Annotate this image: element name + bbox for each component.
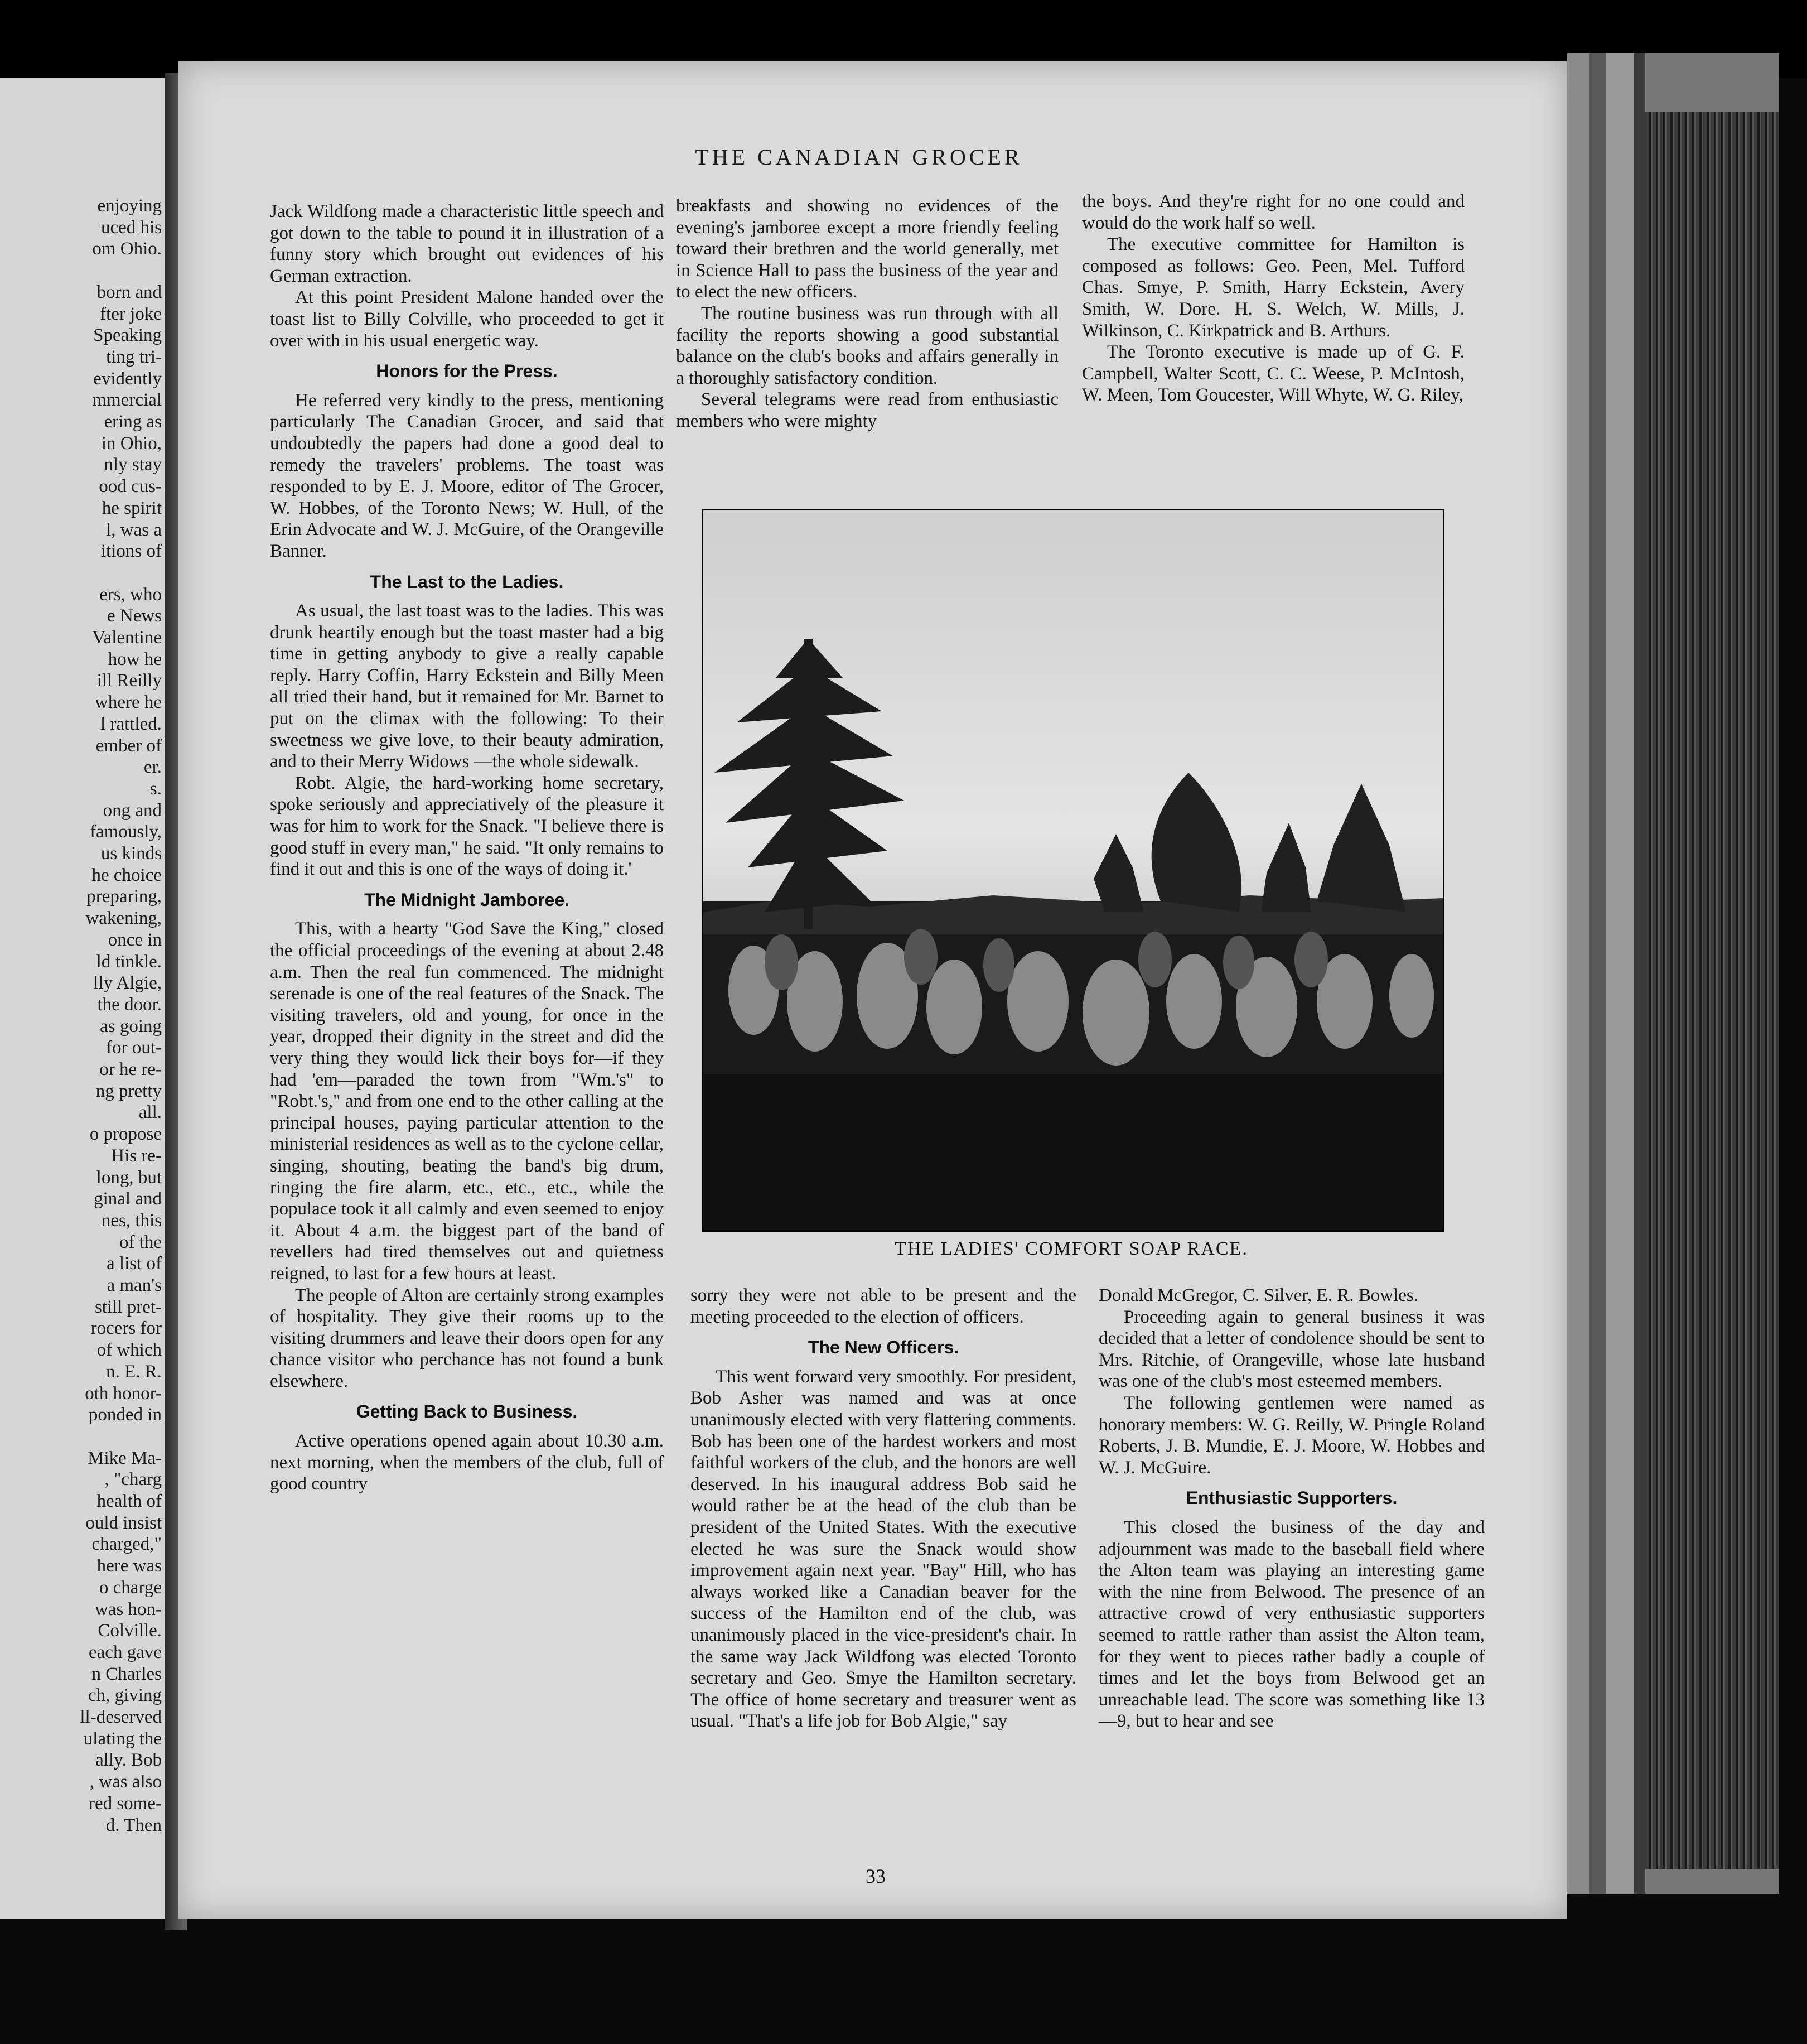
paragraph: This went forward very smoothly. For president, Bob Asher was named and was at once unanimously elected with very flattering comments. Bob has been one of the hardest workers and most faithful workers of the club, and the honors are well deserved. In his inaugural address Bob said he would rather be at the head of the club than be president of the United States. With the executive elected he was sure the Snack would show improvement again next year. "Bay" Hill, who has always worked like a Canadian beaver for the success of the Hamilton end of the club, was unanimously placed in the vice-president's chair. In the same way Jack Wildfong was elected Toronto secretary and Geo. Smye the Hamilton secretary. The office of home secretary and treasurer went as usual. "That's a life job for Bob Algie," say xyxy=(690,1366,1076,1732)
left-page-line: the door. xyxy=(97,994,162,1015)
left-page-line: he spirit xyxy=(102,498,162,518)
left-page-line: Colville. xyxy=(98,1621,162,1641)
section-heading: The Midnight Jamboree. xyxy=(364,889,570,910)
left-page-line: he choice xyxy=(91,865,162,885)
left-page-line: here was xyxy=(96,1556,162,1577)
left-page-line: s. xyxy=(149,778,162,799)
section-heading: The New Officers. xyxy=(808,1337,959,1358)
left-page-line: still pret- xyxy=(94,1296,162,1317)
left-page-line: all. xyxy=(138,1102,162,1123)
left-page-line: n. E. R. xyxy=(106,1361,162,1382)
left-page-line: red some- xyxy=(88,1793,162,1814)
left-page-line: wakening, xyxy=(85,908,162,929)
paragraph: Donald McGregor, C. Silver, E. R. Bowles. xyxy=(1099,1285,1418,1305)
left-page-line: once in xyxy=(108,929,162,950)
left-page-line: ood cus- xyxy=(99,476,162,497)
book-fore-edge xyxy=(1645,112,1779,1869)
left-page-line: ould insist xyxy=(85,1512,162,1533)
paragraph: The following gentlemen were named as honorary members: W. G. Reilly, W. Pringle Roland Roberts, J. B. Mundie, E. J. Moore, W. Hobbes and W. J. McGuire. xyxy=(1099,1392,1485,1478)
paragraph: This closed the business of the day and adjournment was made to the baseball field where the Alton team was playing an interesting game with the nine from Belwood. The presence of an attractive crowd of very enthusiastic supporters seemed to rattle rather than assist the Alton team, for they went to pieces rather badly a couple of times and let the boys from Belwood get an unreachable lead. The score was something like 13—9, but to hear and see xyxy=(1099,1517,1485,1732)
left-page-line: ulating the xyxy=(83,1728,162,1749)
left-page-line: famously, xyxy=(90,822,162,842)
paragraph: He referred very kindly to the press, mentioning particularly The Canadian Grocer, and said that undoubtedly the papers had done a good deal to remedy the travelers' problems. The toast was responded to by E. J. Moore, editor of The Grocer, W. Hobbes, of the Toronto News; W. Hull, of the Erin Advocate and W. J. McGuire, of the Orangeville Banner. xyxy=(270,390,664,561)
left-page-line: Mike Ma- xyxy=(88,1448,162,1468)
left-page-line: uced his xyxy=(100,217,162,238)
left-page-line: His re- xyxy=(111,1145,162,1166)
left-page-line: each gave xyxy=(89,1642,162,1662)
column-3-top xyxy=(1082,191,1465,406)
left-page-line: l, was a xyxy=(106,519,162,540)
paragraph: The executive committee for Hamilton is composed as follows: Geo. Peen, Mel. Tufford Chas. Smye, P. Smith, Harry Eckstein, Avery Smith, W. Dore. H. S. Welch, W. Mills, J. Wilkinson, C. Kirkpatrick and B. Arthurs. xyxy=(1082,234,1465,341)
column-2-bottom xyxy=(690,1285,1076,1732)
left-page-line: ering as xyxy=(104,412,162,432)
left-page-line: n Charles xyxy=(91,1664,162,1684)
left-page-line: lly Algie, xyxy=(93,973,162,994)
left-page-line: as going xyxy=(100,1016,162,1037)
left-page-line: ch, giving xyxy=(88,1685,162,1706)
paragraph: the boys. And they're right for no one could and would do the work half so well. xyxy=(1082,191,1465,233)
paragraph: Active operations opened again about 10.30 a.m. next morning, when the members of the club, full of good country xyxy=(270,1431,664,1495)
left-page-line: Speaking xyxy=(93,325,162,346)
left-page-line: nes, this xyxy=(101,1210,162,1231)
left-page-line: us kinds xyxy=(100,843,162,864)
left-page-line: itions of xyxy=(100,541,162,562)
left-page-line: ting tri- xyxy=(106,346,162,367)
paragraph: Robt. Algie, the hard-working home secretary, spoke seriously and appreciatively of the pleasure it was for him to work for the Snack. "I believe there is good stuff in every man," he said. "It only remains to find it out and this is one of the ways of doing it.' xyxy=(270,773,664,880)
section-heading: Enthusiastic Supporters. xyxy=(1186,1488,1398,1508)
left-page-line: mmercial xyxy=(92,390,162,411)
left-page-line: ll-deserved xyxy=(80,1707,162,1727)
left-page-line: ers, who xyxy=(99,584,162,605)
page-number: 33 xyxy=(866,1865,886,1887)
column-2-top xyxy=(676,195,1059,432)
section-heading: The Last to the Ladies. xyxy=(370,571,564,592)
left-page-line: er. xyxy=(143,757,162,778)
paragraph: This, with a hearty "God Save the King," closed the official proceedings of the evening at about 2.48 a.m. Then the real fun commenced. The midnight serenade is one of the real features of the Snack. The visiting travelers, old and young, for once in the year, dropped their dignity in the street and did the very thing they would lick their boys for—if they had 'em—paraded the town from "Wm.'s" to "Robt.'s," and from one end to the other calling at the principal houses, paying particular attention to the ministerial residences as well as to the cyclone cellar, singing, shouting, beating the band's big drum, ringing the fire alarm, etc., etc., etc., while the populace took it all calmly and even seemed to enjoy it. About 4 a.m. the biggest part of the band of revellers had tired themselves out and quietness reigned, to last for a few hours at least. xyxy=(270,919,664,1284)
paragraph: Several telegrams were read from enthusiastic members who were mighty xyxy=(676,389,1059,431)
left-page-line: ginal and xyxy=(94,1189,162,1209)
left-page-line: ponded in xyxy=(88,1405,162,1425)
paragraph: The Toronto executive is made up of G. F. Campbell, Walter Scott, C. C. Weese, P. McIntosh, W. Meen, Tom Goucester, Will Whyte, W. G. Riley, xyxy=(1082,342,1465,406)
photo-trees-and-crowd xyxy=(703,510,1443,1230)
photo-caption: THE LADIES' COMFORT SOAP RACE. xyxy=(895,1238,1248,1259)
left-page-fragment xyxy=(0,78,165,1919)
left-page-line: was hon- xyxy=(94,1599,162,1619)
left-page-line: om Ohio. xyxy=(92,239,162,259)
left-page-line: preparing, xyxy=(86,886,162,907)
left-page-line: of which xyxy=(96,1340,162,1361)
section-heading: Getting Back to Business. xyxy=(356,1401,578,1422)
column-1 xyxy=(270,201,664,1495)
left-page-line: nly stay xyxy=(104,455,162,475)
paragraph: Proceeding again to general business it was decided that a letter of condolence should be sent to Mrs. Ritchie, of Orangeville, whose late husband was one of the club's most esteemed members. xyxy=(1099,1307,1485,1392)
column-3-bottom xyxy=(1099,1285,1485,1732)
left-page-line: born and xyxy=(96,282,162,302)
halftone-photograph xyxy=(702,509,1444,1232)
left-page-line: rocers for xyxy=(90,1318,162,1339)
left-page-line: where he xyxy=(94,692,162,713)
left-page-line: long, but xyxy=(96,1167,162,1188)
left-page-line: l rattled. xyxy=(100,714,162,734)
section-heading: Honors for the Press. xyxy=(376,361,558,382)
left-page-line: a man's xyxy=(107,1275,162,1295)
left-page-line: health of xyxy=(96,1491,162,1511)
left-page-line: in Ohio, xyxy=(101,433,162,454)
left-page-line: , was also xyxy=(89,1772,162,1792)
paragraph: The routine business was run through with all facility the reports showing a good substantial balance on the club's books and affairs generally in a thoroughly satisfactory condition. xyxy=(676,303,1059,388)
left-page-line: ally. Bob xyxy=(95,1750,162,1771)
paragraph: sorry they were not able to be present and the meeting proceeded to the election of officers. xyxy=(690,1285,1076,1327)
left-page-line: ld tinkle. xyxy=(96,951,162,972)
left-page-line: charged," xyxy=(91,1534,162,1555)
left-page-line: ill Reilly xyxy=(96,671,162,691)
left-page-line: a list of xyxy=(107,1254,162,1274)
left-page-line: ong and xyxy=(103,800,162,821)
running-head: THE CANADIAN GROCER xyxy=(695,144,1023,170)
left-page-line: oth honor- xyxy=(85,1383,162,1404)
left-page-line: for out- xyxy=(106,1038,162,1058)
paragraph: breakfasts and showing no evidences of the evening's jamboree except a more friendly feeling toward their brethren and the world generally, met in Science Hall to pass the business of the year and to elect the new officers. xyxy=(676,196,1059,302)
paragraph: The people of Alton are certainly strong examples of hospitality. They give their rooms up to the visiting drummers and leave their doors open for any chance visitor who perchance has not found a bunk elsewhere. xyxy=(270,1285,664,1391)
paragraph: As usual, the last toast was to the ladies. This was drunk heartily enough but the toast master had a big time in getting anybody to give a really capable reply. Harry Coffin, Harry Eckstein and Billy Meen all tried their hand, but it remained for Mr. Barnet to put on the climax with the following: To their sweetness we give love, to their beauty admiration, and to their Merry Widows —the whole sidewalk. xyxy=(270,601,664,772)
left-page-line: o charge xyxy=(99,1577,162,1598)
left-page-line: o propose xyxy=(89,1124,162,1145)
left-page-line: e News xyxy=(107,606,162,626)
left-page-line: ng pretty xyxy=(95,1081,162,1101)
paragraph: At this point President Malone handed over the toast list to Billy Colville, who proceeded to get it over with in his usual energetic way. xyxy=(270,287,664,351)
left-page-line: or he re- xyxy=(99,1059,162,1079)
left-page-line: ember of xyxy=(95,735,162,756)
left-page-line: of the xyxy=(119,1232,162,1252)
left-page-line: enjoying xyxy=(97,196,162,216)
left-page-line: fter joke xyxy=(100,303,162,324)
left-page-line: Valentine xyxy=(92,628,162,648)
paragraph: Jack Wildfong made a characteristic little speech and got down to the table to pound it in illustration of a funny story which brought out evidences of his German extraction. xyxy=(270,201,664,286)
left-page-line: , "charg xyxy=(104,1469,162,1490)
left-page-line: d. Then xyxy=(105,1815,162,1835)
left-page-line: evidently xyxy=(93,368,162,389)
left-page-line: how he xyxy=(108,649,162,669)
